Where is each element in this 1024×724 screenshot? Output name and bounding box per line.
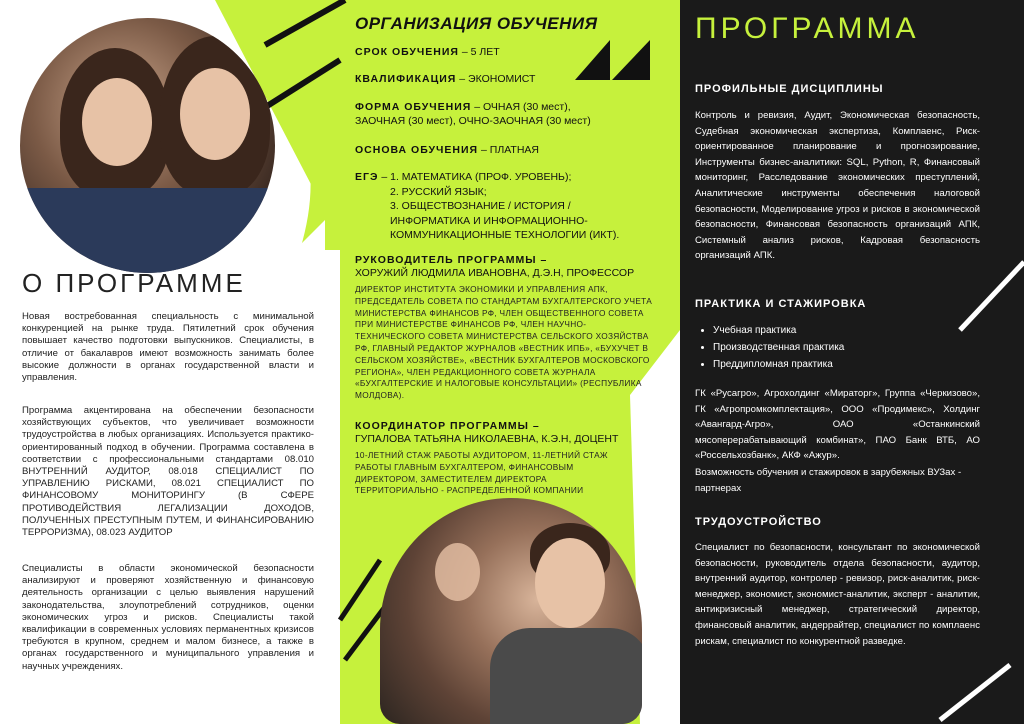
head-description: ДИРЕКТОР ИНСТИТУТА ЭКОНОМИКИ И УПРАВЛЕНИЯ АПК, ПРЕДСЕДАТЕЛЬ СОВЕТА ПО СТАНДАРТАМ БУХГАЛТЕРСКОГО УЧЕТА МИНИСТЕРСТВА ФИНАНСОВ РФ, ЧЛЕН ОБЩЕСТВЕННОГО СОВЕТА ПРИ МИНИСТЕРСТВЕ ФИНАНСОВ РФ, ЧЛЕН НАУЧНО-ТЕХНИЧЕСКОГО СОВЕТА МИНИСТЕРСТВА СЕЛЬСКОГО ХОЗЯЙСТВА РФ, ГЛАВНЫЙ РЕДАКТОР ЖУРНАЛОВ «ВЕСТНИК ИПБ», «БУХУЧЕТ В СЕЛЬСКОМ ХОЗЯЙСТВЕ», «ВЕСТНИК БУХГАЛТЕРОВ МОСКОВСКОГО РЕГИОНА», ЧЛЕН РЕДАКЦИОННОГО СОВЕТА ЖУРНАЛА «БУХГАЛТЕРСКИЕ И НАЛОГОВЫЕ КОНСУЛЬТАЦИИ» (РЕСПУБЛИКА МОЛДОВА). bbox=[355, 284, 653, 401]
head-label: РУКОВОДИТЕЛЬ ПРОГРАММЫ – bbox=[355, 254, 548, 266]
practice-item: • Производственная практика bbox=[713, 339, 844, 356]
form-value-2: ЗАОЧНАЯ (30 мест), ОЧНО-ЗАОЧНАЯ (30 мест) bbox=[355, 115, 591, 127]
practice-item: • Учебная практика bbox=[713, 322, 844, 339]
ege-item-3: 3. ОБЩЕСТВОЗНАНИЕ / ИСТОРИЯ / bbox=[390, 200, 571, 212]
program-title: ПРОГРАММА bbox=[695, 12, 920, 45]
practice-item: • Преддипломная практика bbox=[713, 356, 844, 373]
ege-item-1: – 1. МАТЕМАТИКА (ПРОФ. УРОВЕНЬ); bbox=[378, 171, 572, 183]
basis-label: ОСНОВА ОБУЧЕНИЯ bbox=[355, 144, 479, 156]
ege-block bbox=[355, 170, 655, 243]
employment-text: Специалист по безопасности, консультант по экономической безопасности, руководитель отдела безопасности, аудитор, внутренний аудитор, контролер - ревизор, риск-аналитик, риск-менеджер, экономист, экономист-аналитик, эксперт - аналитик, антикризисный менеджер, стратегический директор, финансовый аналитик, андеррайтер, специалист по комплаенс рискам, специалист по конкурентной разведке. bbox=[695, 542, 980, 647]
qualification-label: КВАЛИФИКАЦИЯ bbox=[355, 73, 457, 85]
form-row bbox=[355, 100, 655, 128]
ege-label: ЕГЭ bbox=[355, 171, 379, 183]
head-name: ХОРУЖИЙ ЛЮДМИЛА ИВАНОВНА, Д.Э.Н, ПРОФЕССОР bbox=[355, 267, 635, 279]
qualification-value: – ЭКОНОМИСТ bbox=[456, 73, 536, 85]
ege-item-5: КОММУНИКАЦИОННЫЕ ТЕХНОЛОГИИ (ИКТ). bbox=[390, 229, 620, 241]
coordinator-name: ГУПАЛОВА ТАТЬЯНА НИКОЛАЕВНА, К.Э.Н, ДОЦЕНТ bbox=[355, 433, 619, 445]
form-value: – ОЧНАЯ (30 мест), bbox=[471, 101, 571, 113]
about-paragraph-1: Новая востребованная специальность с минимальной конкуренцией на рынке труда. Пятилетний срок обучения повышает качество подготовки выпускников. Специалисты, в отличие от бакалавров имеют возможность занимать более высокие должности в органах государственной власти и управления. bbox=[22, 311, 314, 384]
abroad-text: Возможность обучения и стажировок в зарубежных ВУЗах - партнерах bbox=[695, 467, 962, 494]
ege-item-4: ИНФОРМАТИКА И ИНФОРМАЦИОННО- bbox=[390, 214, 588, 227]
coordinator-description: 10-ЛЕТНИЙ СТАЖ РАБОТЫ АУДИТОРОМ, 11-ЛЕТНИЙ СТАЖ РАБОТЫ ГЛАВНЫМ БУХГАЛТЕРОМ, ФИНАНСОВЫМ ДИРЕКТОРОМ, ЗАМЕСТИТЕЛЕМ ДИРЕКТОРА ТЕРРИТОРИАЛЬНО - РАСПРЕДЕЛЕННОЙ КОМПАНИИ bbox=[355, 450, 608, 496]
students-photo-top bbox=[20, 18, 275, 273]
duration-label: СРОК ОБУЧЕНИЯ bbox=[355, 46, 459, 58]
partners-text: ГК «Русагро», Агрохолдинг «Мираторг», Группа «Черкизово», ГК «Агропромкомплектация», ООО «Продимекс», Холдинг «Авангард-Агро», ОАО «Останкинский мясоперерабатывающий комбинат», ПАО Банк ВТБ, АО «Россельхозбанк», АКФ «Ажур». bbox=[695, 388, 980, 462]
duration-value: – 5 ЛЕТ bbox=[458, 46, 500, 58]
basis-value: – ПЛАТНАЯ bbox=[478, 144, 539, 156]
disciplines-title: ПРОФИЛЬНЫЕ ДИСЦИПЛИНЫ bbox=[695, 83, 884, 95]
about-paragraph-3: Специалисты в области экономической безопасности анализируют и проверяют хозяйственную и финансовую деятельность организации с целью выявления нарушений законодательства, злоупотреблений сотрудников, оценки экономических угроз и рисков. Специалисты такой квалификации в современных условиях перманентных кризисов требуются в крупном, среднем и малом бизнесе, а также в органах государственного и муниципального управления и научных учреждениях. bbox=[22, 563, 314, 672]
duration-row bbox=[355, 46, 500, 58]
qualification-row bbox=[355, 73, 535, 85]
practice-list bbox=[697, 322, 844, 373]
ege-item-2: 2. РУССКИЙ ЯЗЫК; bbox=[390, 185, 487, 198]
basis-row bbox=[355, 144, 539, 156]
employment-title: ТРУДОУСТРОЙСТВО bbox=[695, 516, 822, 528]
practice-title: ПРАКТИКА И СТАЖИРОВКА bbox=[695, 298, 867, 310]
disciplines-text: Контроль и ревизия, Аудит, Экономическая безопасность, Судебная экономическая экспертиза, Комплаенс, Риск-ориентированное планирование и прогнозирование, Инструменты бизнес-аналитики: SQL, Python, R, Финансовый мониторинг, Расследование экономических преступлений, Аналитические инструменты обеспечения налоговой безопасности, Моделирование угроз и рисков в экономической безопасности, Финансовая безопасность организаций АПК, Системный анализ рисков, Кадровая безопасность организаций АПК. bbox=[695, 110, 980, 262]
form-label: ФОРМА ОБУЧЕНИЯ bbox=[355, 101, 472, 113]
org-title: ОРГАНИЗАЦИЯ ОБУЧЕНИЯ bbox=[355, 14, 598, 33]
about-paragraph-2: Программа акцентирована на обеспечении безопасности хозяйствующих субъектов, что увеличивает возможности трудоустройства в любых организациях. Используется практико-ориентированный подход в обучении. Программа составлена в соответствии с профессиональными стандартами 08.010 ВНУТРЕННИЙ АУДИТОР, 08.018 СПЕЦИАЛИСТ ПО УПРАВЛЕНИЮ РИСКАМИ, 08.021 СПЕЦИАЛИСТ ПО ФИНАНСОВОМУ МОНИТОРИНГУ (В СФЕРЕ ПРОТИВОДЕЙСТВИЯ ЛЕГАЛИЗАЦИИ ДОХОДОВ, ПОЛУЧЕННЫХ ПРЕСТУПНЫМ ПУТЕМ, И ФИНАНСИРОВАНИЮ ТЕРРОРИЗМА), 08.023 АУДИТОР bbox=[22, 405, 314, 539]
about-title: О ПРОГРАММЕ bbox=[22, 268, 246, 298]
coordinator-label: КООРДИНАТОР ПРОГРАММЫ – bbox=[355, 420, 540, 432]
